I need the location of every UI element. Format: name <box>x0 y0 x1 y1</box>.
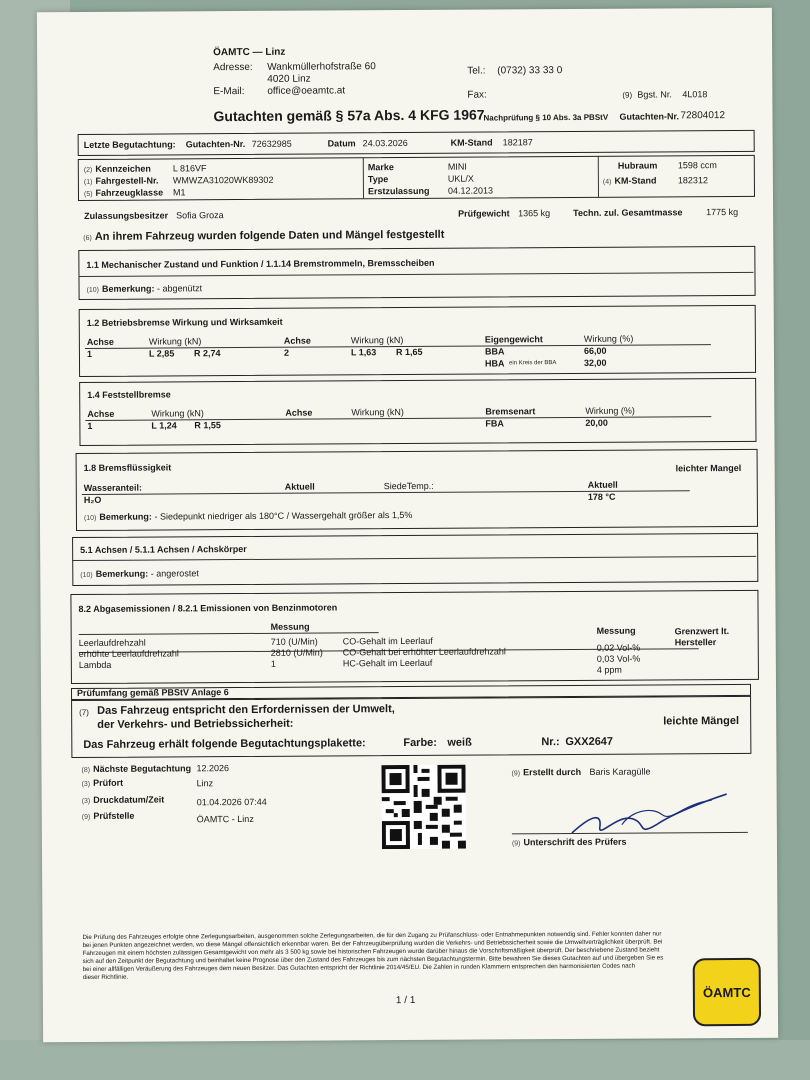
boil-temp-value: 178 °C <box>587 491 616 502</box>
axle-1-left: L 2,85 <box>148 348 175 359</box>
fb-effect-header-2: Wirkung (kN) <box>351 407 404 418</box>
address-line1: Wankmüllerhofstraße 60 <box>267 61 376 73</box>
fine-print-line: Die Prüfung des Fahrzeuges erfolgte ohne Zerlegungsarbeiten, ausgenommen solche Zerlegungsarbeiten, die für den Zugang zu Prüfanschluss- oder Entnahmepunkten notwendig sind. Fehler konnten daher nur <box>82 930 662 941</box>
emission-row-3-value-2: 4 ppm <box>596 664 622 675</box>
section-1-1-remark: (10) Bemerkung: - abgenützt <box>86 283 203 294</box>
result-line-2: der Verkehrs- und Betriebssicherheit: <box>97 717 294 731</box>
erstellt-label: (9) Erstellt durch <box>511 766 582 778</box>
measure-header-2: Messung <box>596 625 636 636</box>
document-subtitle: Nachprüfung § 10 Abs. 3a PBStV <box>483 112 609 123</box>
water-current-header: Aktuell <box>284 481 315 492</box>
kmstand-value: 182312 <box>677 175 708 186</box>
erstellt-value: Baris Karagülle <box>589 766 651 777</box>
axle-1-right: R 2,74 <box>193 348 221 359</box>
pruefort-label: (3) Prüfort <box>81 777 124 788</box>
seal-text: ÖAMTC <box>702 984 751 1000</box>
plakette-nr-value: GXX2647 <box>565 735 614 749</box>
emission-row-2-label-2: CO-Gehalt bei erhöhter Leerlaufdrehzahl <box>342 646 506 658</box>
document-title: Gutachten gemäß § 57a Abs. 4 KFG 1967 <box>213 106 485 125</box>
fine-print <box>82 930 663 982</box>
axle-2: 2 <box>283 347 289 358</box>
emission-row-3-value: 1 <box>270 658 276 669</box>
hba-label: HBA <box>484 358 505 369</box>
section-8-2-title: 8.2 Abgasemissionen / 8.2.1 Emissionen von Benzinmotoren <box>78 602 338 615</box>
measure-header: Messung <box>270 621 310 632</box>
org-name: ÖAMTC — Linz <box>213 46 286 59</box>
email-value: office@oeamtc.at <box>267 85 346 97</box>
axle-header: Achse <box>86 336 114 347</box>
section-5-1-title: 5.1 Achsen / 5.1.1 Achsen / Achskörper <box>80 543 247 556</box>
ez-value: 04.12.2013 <box>447 185 494 196</box>
bgst-value: 4L018 <box>682 89 708 100</box>
signature-label: (9) Unterschrift des Prüfers <box>511 836 627 848</box>
axle-2-right: R 1,65 <box>395 346 423 358</box>
eigengewicht-header: Eigengewicht <box>484 334 543 345</box>
emission-row-3-label-2: HC-Gehalt im Leerlauf <box>342 657 433 669</box>
effect-pct-header: Wirkung (%) <box>583 333 634 344</box>
boil-current-header: Aktuell <box>587 479 618 490</box>
document-sheet <box>37 8 778 1042</box>
h2o-label: H₂O <box>83 494 102 505</box>
limit-header-2: Hersteller <box>674 637 717 648</box>
besitzer-label: Zulassungsbesitzer <box>84 210 169 221</box>
emission-row-1-value-2: 0,02 Vol-% <box>596 642 641 653</box>
fgst-value: WMWZA31020WK89302 <box>172 174 274 186</box>
fine-print-line: bei jenen Punkten angezeichnet werden, wo diese Mängel offensichtlich erkennbar waren. Bei der Fahrzeugüberprüfung wurden die Verkehrs- und Betriebssicherheit sowie die Umweltverträglichkeit überprüft. Bei <box>82 938 663 949</box>
druck-value: 01.04.2026 07:44 <box>196 796 267 808</box>
klasse-value: M1 <box>172 187 186 198</box>
scope-text: Prüfumfang gemäß PBStV Anlage 6 <box>76 687 229 699</box>
pruefgewicht-label: Prüfgewicht <box>458 208 510 219</box>
water-header: Wasseranteil: <box>83 482 143 493</box>
section-1-1-title: 1.1 Mechanischer Zustand und Funktion / 1.1.14 Bremstrommeln, Bremsscheiben <box>86 257 435 270</box>
effect-header: Wirkung (kN) <box>148 336 202 347</box>
color-value: weiß <box>447 736 472 749</box>
boil-header: SiedeTemp.: <box>383 480 434 492</box>
tel-value: (0732) 33 33 0 <box>497 65 563 77</box>
email-label: E-Mail: <box>213 85 245 98</box>
fb-effect-header: Wirkung (kN) <box>151 408 204 419</box>
address-label: Adresse: <box>213 61 253 74</box>
emission-row-1-label-2: CO-Gehalt im Leerlauf <box>342 635 433 647</box>
pruefstelle-label: (9) Prüfstelle <box>81 810 135 821</box>
ez-label: Erstzulassung <box>367 185 430 197</box>
last-km-value: 182187 <box>502 137 533 148</box>
fine-print-line: dieser Richtlinie. <box>82 973 129 981</box>
kennzeichen-value: L 816VF <box>172 163 207 174</box>
next-inspection-label: (8) Nächste Begutachtung <box>81 763 192 774</box>
last-nr-label: Gutachten-Nr. <box>185 138 246 150</box>
effect-header-2: Wirkung (kN) <box>350 335 404 346</box>
tel-label: Tel.: <box>467 65 486 77</box>
fgst-label: (1) Fahrgestell-Nr. <box>83 175 159 186</box>
hubraum-label: Hubraum <box>617 160 658 171</box>
kmstand-label: (4) KM-Stand <box>602 175 657 186</box>
axle-1: 1 <box>86 348 92 359</box>
pruefstelle-value: ÖAMTC - Linz <box>196 813 254 825</box>
emission-row-2-label: erhöhte Leerlaufdrehzahl <box>78 648 179 660</box>
pruefgewicht-value: 1365 kg <box>518 208 551 219</box>
klasse-label: (5) Fahrzeugklasse <box>83 187 164 198</box>
maengel-heading: (6) An ihrem Fahrzeug wurden folgende Daten und Mängel festgestellt <box>83 228 445 243</box>
bgst-label: Bgst. Nr. <box>637 89 672 100</box>
bgst-code: (9) <box>622 90 633 100</box>
bba-label: BBA <box>484 346 505 357</box>
fine-print-line: Fahrzeugen mit einem höchsten zulässigen Gesamtgewicht von mehr als 3 500 kg sowie bei historischen Fahrzeugen wurde darüber hinaus die Vorschriftsmäßigkeit überprüft. Der beschriebene Zustand bezieht <box>82 946 660 957</box>
hubraum-value: 1598 ccm <box>677 160 717 171</box>
plakette-text: Das Fahrzeug erhält folgende Begutachtungsplakette: <box>83 737 366 751</box>
fax-label: Fax: <box>467 89 487 101</box>
fb-left: L 1,24 <box>151 420 177 431</box>
last-nr-value: 72632985 <box>251 138 292 149</box>
fine-print-line: bei einer allfälligen Veräußerung des Fahrzeuges dem neuen Besitzer. Das Gutachten entspricht der Richtlinie 2014/45/EU. Die Zahlen in runden Klammern entsprechen den harmonisierten Codes nach <box>82 962 636 973</box>
fba-value: 20,00 <box>585 417 608 428</box>
last-inspection-label: Letzte Begutachtung: <box>83 139 176 150</box>
desk-surface <box>0 1040 810 1080</box>
bba-value: 66,00 <box>583 345 607 356</box>
gutachten-number: 72804012 <box>680 110 726 122</box>
gesamtmasse-label: Techn. zul. Gesamtmasse <box>573 207 683 218</box>
axle-header-2: Achse <box>283 335 311 346</box>
page-number: 1 / 1 <box>395 994 416 1007</box>
gesamtmasse-value: 1775 kg <box>706 206 739 218</box>
fb-axle-header: Achse <box>87 408 115 419</box>
besitzer-value: Sofia Groza <box>176 210 224 221</box>
oeamtc-seal-logo <box>693 958 761 1026</box>
last-date-value: 24.03.2026 <box>362 137 408 149</box>
last-date-label: Datum <box>327 138 356 149</box>
emission-row-2-value: 2810 (U/Min) <box>270 647 323 658</box>
qr-code-icon <box>381 765 466 850</box>
plakette-nr-label: Nr.: <box>541 736 560 749</box>
fb-pct-header: Wirkung (%) <box>585 405 635 416</box>
next-inspection-value: 12.2026 <box>196 763 230 774</box>
address-line2: 4020 Linz <box>267 73 311 85</box>
last-km-label: KM-Stand <box>450 137 493 148</box>
color-label: Farbe: <box>403 736 437 750</box>
emission-row-1-value: 710 (U/Min) <box>270 636 318 647</box>
emission-row-2-value-2: 0,03 Vol-% <box>596 653 641 664</box>
pruefort-value: Linz <box>196 778 214 789</box>
section-1-8-badge: leichter Mangel <box>675 462 742 474</box>
emission-row-3-label: Lambda <box>78 659 112 671</box>
fb-type-header: Bremsenart <box>485 406 536 417</box>
result-verdict: leichte Mängel <box>663 714 740 728</box>
fb-axle-header-2: Achse <box>285 407 313 418</box>
gutachten-label: Gutachten-Nr. <box>619 111 680 122</box>
section-1-8-remark: (10) Bemerkung: - Siedepunkt niedriger als 180°C / Wassergehalt größer als 1,5% <box>83 509 413 522</box>
last-inspection-box <box>78 130 755 156</box>
section-1-8-title: 1.8 Bremsflüssigkeit <box>83 462 172 473</box>
axle-2-left: L 1,63 <box>350 347 377 358</box>
typ-value: UKL/X <box>447 173 474 184</box>
druck-label: (3) Druckdatum/Zeit <box>81 794 165 805</box>
hba-note: ein Kreis der BBA <box>508 360 557 367</box>
section-1-2-title: 1.2 Betriebsbremse Wirkung und Wirksamkeit <box>86 316 283 328</box>
marke-label: Marke <box>367 162 394 173</box>
limit-header-1: Grenzwert lt. <box>674 626 730 637</box>
emission-row-1-label: Leerlaufdrehzahl <box>78 637 146 649</box>
fb-axle-1: 1 <box>87 420 93 431</box>
section-5-1-remark: (10) Bemerkung: - angerostet <box>80 568 199 579</box>
marke-value: MINI <box>447 161 467 172</box>
fine-print-line: sich auf den Zeitpunkt der Begutachtung und beinhaltet keine Prognose über den Zustand des Fahrzeuges bis zum nächsten Begutachtungstermin. Bitte bewahren Sie dieses Gutachten auf und übergeben Sie es <box>82 954 664 965</box>
hba-value: 32,00 <box>583 357 607 368</box>
result-line-1: Das Fahrzeug entspricht den Erfordernissen der Umwelt, <box>97 703 395 717</box>
kennzeichen-label: (2) Kennzeichen <box>83 163 151 174</box>
typ-label: Type <box>367 174 389 185</box>
result-code: (7) <box>79 707 89 718</box>
section-1-4-title: 1.4 Feststellbremse <box>87 389 171 400</box>
fba-label: FBA <box>485 418 504 429</box>
fb-right: R 1,55 <box>194 420 221 431</box>
qr-code <box>381 765 466 850</box>
